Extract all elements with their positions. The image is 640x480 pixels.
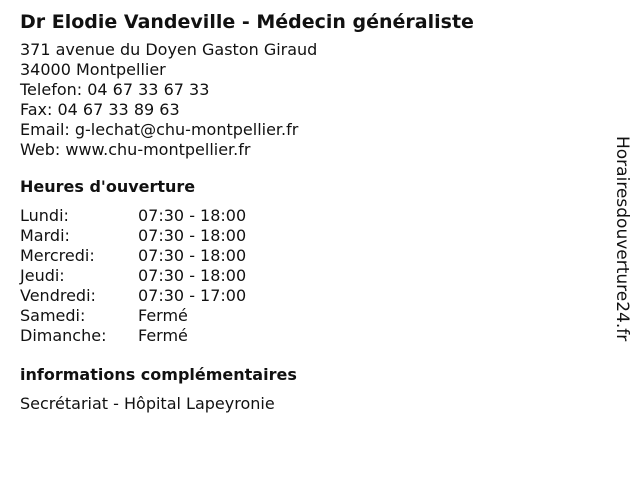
additional-info-heading: informations complémentaires (20, 365, 297, 384)
hours-row-wednesday (20, 246, 600, 266)
additional-info-text: Secrétariat - Hôpital Lapeyronie (20, 394, 275, 413)
contact-block (20, 40, 600, 160)
time-value: 07:30 - 18:00 (138, 226, 247, 245)
hours-row-monday (20, 206, 600, 226)
fax-text: Fax: 04 67 33 89 63 (20, 100, 180, 119)
page-title: Dr Elodie Vandeville - Médecin généraliste (20, 11, 474, 33)
time-value: Fermé (138, 326, 188, 345)
address-line-2: 34000 Montpellier (20, 60, 166, 79)
opening-hours-list (20, 206, 600, 346)
day-label: Jeudi: (20, 266, 65, 285)
time-value: Fermé (138, 306, 188, 325)
opening-hours-heading: Heures d'ouverture (20, 177, 196, 196)
phone-text: Telefon: 04 67 33 67 33 (20, 80, 210, 99)
time-value: 07:30 - 18:00 (138, 266, 247, 285)
time-value: 07:30 - 18:00 (138, 246, 247, 265)
hours-row-friday (20, 286, 600, 306)
day-label: Mercredi: (20, 246, 95, 265)
address-line-1: 371 avenue du Doyen Gaston Giraud (20, 40, 318, 59)
time-value: 07:30 - 18:00 (138, 206, 247, 225)
email-text: Email: g-lechat@chu-montpellier.fr (20, 120, 299, 139)
hours-row-sunday (20, 326, 600, 346)
hours-row-thursday (20, 266, 600, 286)
brand-watermark: Horairesdouverture24.fr (612, 136, 632, 342)
day-label: Lundi: (20, 206, 69, 225)
day-label: Vendredi: (20, 286, 96, 305)
doctor-listing (20, 8, 600, 414)
day-label: Samedi: (20, 306, 86, 325)
hours-row-tuesday (20, 226, 600, 246)
time-value: 07:30 - 17:00 (138, 286, 247, 305)
day-label: Dimanche: (20, 326, 107, 345)
hours-row-saturday (20, 306, 600, 326)
day-label: Mardi: (20, 226, 70, 245)
web-text: Web: www.chu-montpellier.fr (20, 140, 251, 159)
